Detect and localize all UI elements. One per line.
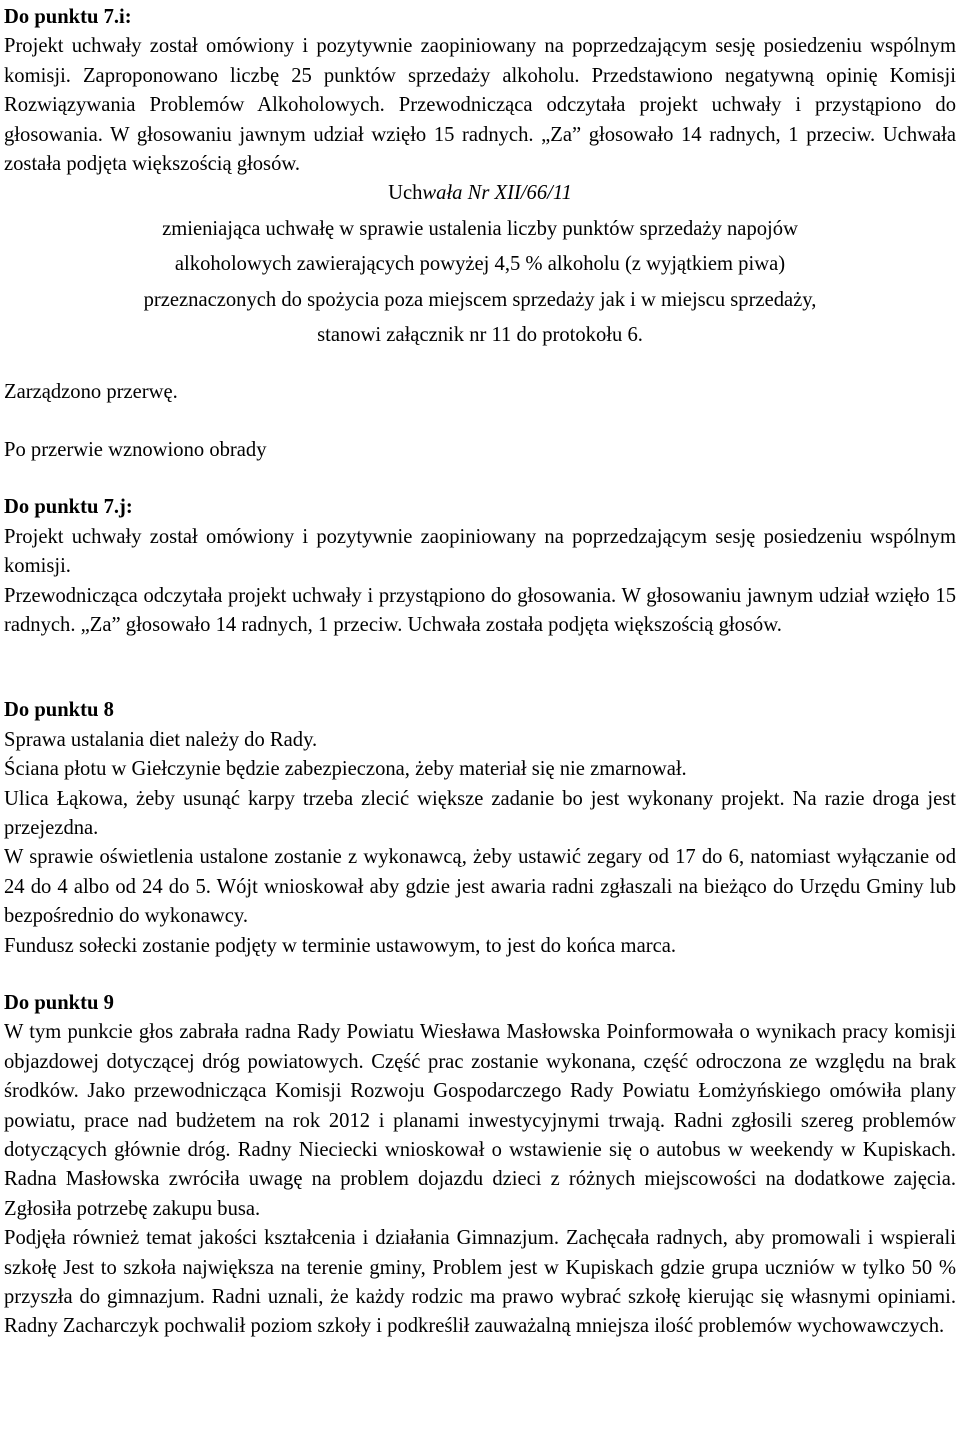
break-announcement: Zarządzono przerwę.: [4, 381, 178, 404]
document-page: [4, 0, 956, 1342]
resolution-line: przeznaczonych do spożycia poza miejscem sprzedaży jak i w miejscu sprzedaży,: [143, 288, 817, 311]
section-heading: Do punktu 8: [4, 699, 114, 722]
section-paragraph: Projekt uchwały został omówiony i pozytywnie zaopiniowany na poprzedzającym sesję posiedzeniu wspólnym komisji.: [4, 525, 956, 578]
resolution-line: zmieniająca uchwałę w sprawie ustalenia liczby punktów sprzedaży napojów: [162, 217, 798, 240]
section-paragraph: W tym punkcie głos zabrała radna Rady Powiatu Wiesława Masłowska Poinformowała o wynikach pracy komisji objazdowej dotyczącej dróg powiatowych. Część prac zostanie wykonana, część odroczona ze względu na brak środków. Jako przewodnicząca Komisji Rozwoju Gospodarczego Rady Powiatu Łomżyńskiego omówiła plany powiatu, prace nad budżetem na rok 2012 i planami inwestycyjnymi trwają. Radni zgłosili szereg problemów dotyczących głównie dróg. Radny Nieciecki wnioskował o wstawienie się o autobus w weekendy w Kupiskach. Radna Masłowska zwróciła uwagę na problem dojazdu dzieci z różnych miejscowości na dodatkowe zajęcia. Zgłosiła potrzebę zakupu busa.: [4, 1021, 956, 1220]
section-9: [4, 989, 956, 1342]
resolution-title-rest: wała Nr XII/66/11: [422, 182, 572, 205]
section-heading: Do punktu 9: [4, 991, 114, 1014]
resolution-line: alkoholowych zawierających powyżej 4,5 % alkoholu (z wyjątkiem piwa): [174, 253, 786, 276]
section-8: [4, 696, 956, 961]
section-paragraph: Sprawa ustalania diet należy do Rady.: [4, 728, 318, 751]
resolution-title: [4, 179, 956, 208]
section-paragraph: Ściana płotu w Giełczynie będzie zabezpieczona, żeby materiał się nie zmarnował.: [4, 758, 687, 781]
section-heading: Do punktu 7.i:: [4, 6, 132, 28]
break-resumed: Po przerwie wznowiono obrady: [4, 438, 267, 461]
section-paragraph: Ulica Łąkowa, żeby usunąć karpy trzeba zlecić większe zadanie bo jest wykonany projekt. Na razie droga jest przejezdna.: [4, 787, 956, 839]
resolution-line: stanowi załącznik nr 11 do protokołu 6.: [317, 324, 643, 347]
section-7i: [4, 3, 956, 350]
section-paragraph: Przewodnicząca odczytała projekt uchwały i przystąpiono do głosowania. W głosowaniu jawnym udział wzięło 15 radnych. „Za” głosowało 14 radnych, 1 przeciw. Uchwała została podjęta większością głosów.: [4, 584, 956, 636]
section-7j: [4, 493, 956, 640]
section-heading: Do punktu 7.j:: [4, 496, 133, 519]
resolution-title-prefix: Uch: [388, 182, 423, 205]
section-paragraph: Projekt uchwały został omówiony i pozytywnie zaopiniowany na poprzedzającym sesję posiedzeniu wspólnym komisji. Zaproponowano liczbę 25 punktów sprzedaży alkoholu. Przedstawiono negatywną opinię Komisji Rozwiązywania Problemów Alkoholowych. Przewodnicząca odczytała projekt uchwały i przystąpiono do głosowania. W głosowaniu jawnym udział wzięło 15 radnych. „Za” głosowało 14 radnych, 1 przeciw. Uchwała została podjęta większością głosów.: [4, 35, 956, 176]
section-paragraph: W sprawie oświetlenia ustalone zostanie z wykonawcą, żeby ustawić zegary od 17 do 6, natomiast wyłączanie od 24 do 4 albo od 24 do 5. Wójt wnioskował aby gdzie jest awaria radni zgłaszali na bieżąco do Urzędu Gminy lub bezpośrednio do wykonawcy.: [4, 846, 956, 928]
section-paragraph: Podjęła również temat jakości kształcenia i działania Gimnazjum. Zachęcała radnych, aby promowali i wspierali szkołę Jest to szkoła największa na terenie gminy, Problem jest w Kupiskach gdzie grupa uczniów w tylko 50 % przyszła do gimnazjum. Radni uznali, że każdy rodzic ma prawo wybrać szkołę kierując się własnymi opiniami. Radny Zacharczyk pochwalił poziom szkoły i podkreślił zauważalną mniejsza ilość problemów wychowawczych.: [4, 1227, 956, 1338]
section-paragraph: Fundusz sołecki zostanie podjęty w terminie ustawowym, to jest do końca marca.: [4, 934, 677, 957]
